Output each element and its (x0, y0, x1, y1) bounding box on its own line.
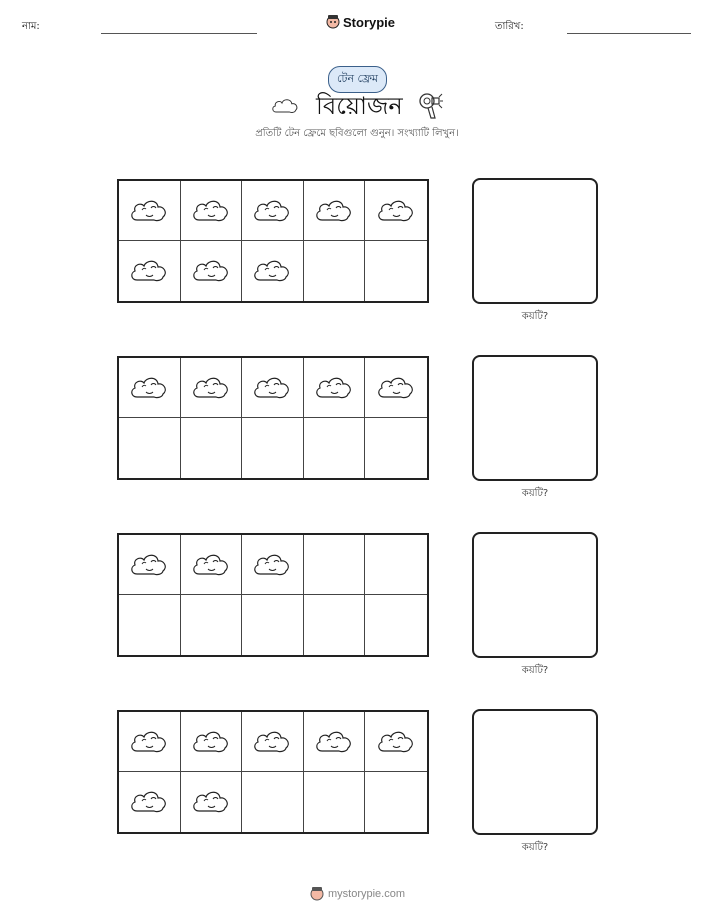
cloud-icon (375, 373, 417, 403)
answer-box-4[interactable] (472, 709, 598, 835)
frame-cell (365, 772, 427, 832)
cloud-icon (375, 196, 417, 226)
frame-cell (242, 535, 304, 595)
frame-cell (304, 418, 366, 478)
cloud-icon (128, 727, 170, 757)
brand-name: Storypie (343, 14, 396, 30)
frame-cell (119, 595, 181, 655)
frame-cell (304, 595, 366, 655)
frame-cell (242, 181, 304, 241)
cloud-icon (251, 550, 293, 580)
frame-cell (119, 241, 181, 301)
cloud-icon (270, 95, 300, 117)
brand-logo (326, 14, 395, 30)
name-line (101, 33, 257, 34)
frame-cell (242, 595, 304, 655)
cloud-icon (190, 256, 232, 286)
frame-cell (365, 241, 427, 301)
topic-badge: টেন ফ্রেম (328, 66, 387, 93)
frame-cell (181, 595, 243, 655)
answer-prompt-1: কয়টি? (521, 311, 549, 322)
frame-cell (181, 418, 243, 478)
frame-cell (181, 181, 243, 241)
frame-cell (365, 712, 427, 772)
date-label: তারিখ: (495, 21, 524, 32)
cloud-icon (190, 787, 232, 817)
answer-box-1[interactable] (472, 178, 598, 304)
frame-cell (365, 358, 427, 418)
cloud-icon (313, 727, 355, 757)
cloud-icon (128, 787, 170, 817)
frame-cell (242, 358, 304, 418)
cloud-icon (375, 727, 417, 757)
frame-cell (365, 535, 427, 595)
frame-cell (119, 358, 181, 418)
cloud-icon (251, 256, 293, 286)
answer-box-3[interactable] (472, 532, 598, 658)
frame-cell (242, 241, 304, 301)
name-label: নাম: (22, 21, 40, 32)
ten-frame-1 (117, 179, 429, 303)
frame-cell (304, 712, 366, 772)
storypie-logo-icon (326, 14, 340, 30)
ten-frame-2 (117, 356, 429, 480)
frame-cell (304, 772, 366, 832)
frame-cell (242, 772, 304, 832)
cloud-icon (190, 550, 232, 580)
answer-prompt-3: কয়টি? (521, 665, 549, 676)
storypie-logo-icon (310, 886, 324, 902)
worksheet-title: বিয়োজন (316, 92, 403, 120)
cloud-icon (128, 373, 170, 403)
instruction-text: প্রতিটি টেন ফ্রেমে ছবিগুলো গুনুন। সংখ্যাটি লিখুন। (255, 128, 459, 139)
frame-cell (119, 418, 181, 478)
frame-cell (304, 241, 366, 301)
frame-cell (181, 712, 243, 772)
footer (310, 886, 405, 902)
cloud-icon (251, 373, 293, 403)
answer-prompt-4: কয়টি? (521, 842, 549, 853)
cloud-icon (128, 550, 170, 580)
frame-cell (119, 772, 181, 832)
footer-url: mystorypie.com (328, 888, 406, 900)
ten-frame-3 (117, 533, 429, 657)
cloud-icon (128, 196, 170, 226)
answer-box-2[interactable] (472, 355, 598, 481)
hair-dryer-icon (417, 92, 443, 120)
frame-cell (242, 418, 304, 478)
cloud-icon (251, 196, 293, 226)
frame-cell (304, 535, 366, 595)
frame-cell (365, 595, 427, 655)
ten-frame-4 (117, 710, 429, 834)
cloud-icon (251, 727, 293, 757)
frame-cell (181, 772, 243, 832)
answer-prompt-2: কয়টি? (521, 488, 549, 499)
cloud-icon (313, 196, 355, 226)
date-line (567, 33, 691, 34)
frame-cell (119, 712, 181, 772)
cloud-icon (190, 727, 232, 757)
frame-cell (119, 181, 181, 241)
frame-cell (181, 241, 243, 301)
frame-cell (304, 358, 366, 418)
cloud-icon (128, 256, 170, 286)
frame-cell (365, 418, 427, 478)
frame-cell (181, 535, 243, 595)
frame-cell (242, 712, 304, 772)
cloud-icon (190, 373, 232, 403)
cloud-icon (313, 373, 355, 403)
cloud-icon (190, 196, 232, 226)
frame-cell (304, 181, 366, 241)
frame-cell (181, 358, 243, 418)
frame-cell (119, 535, 181, 595)
frame-cell (365, 181, 427, 241)
